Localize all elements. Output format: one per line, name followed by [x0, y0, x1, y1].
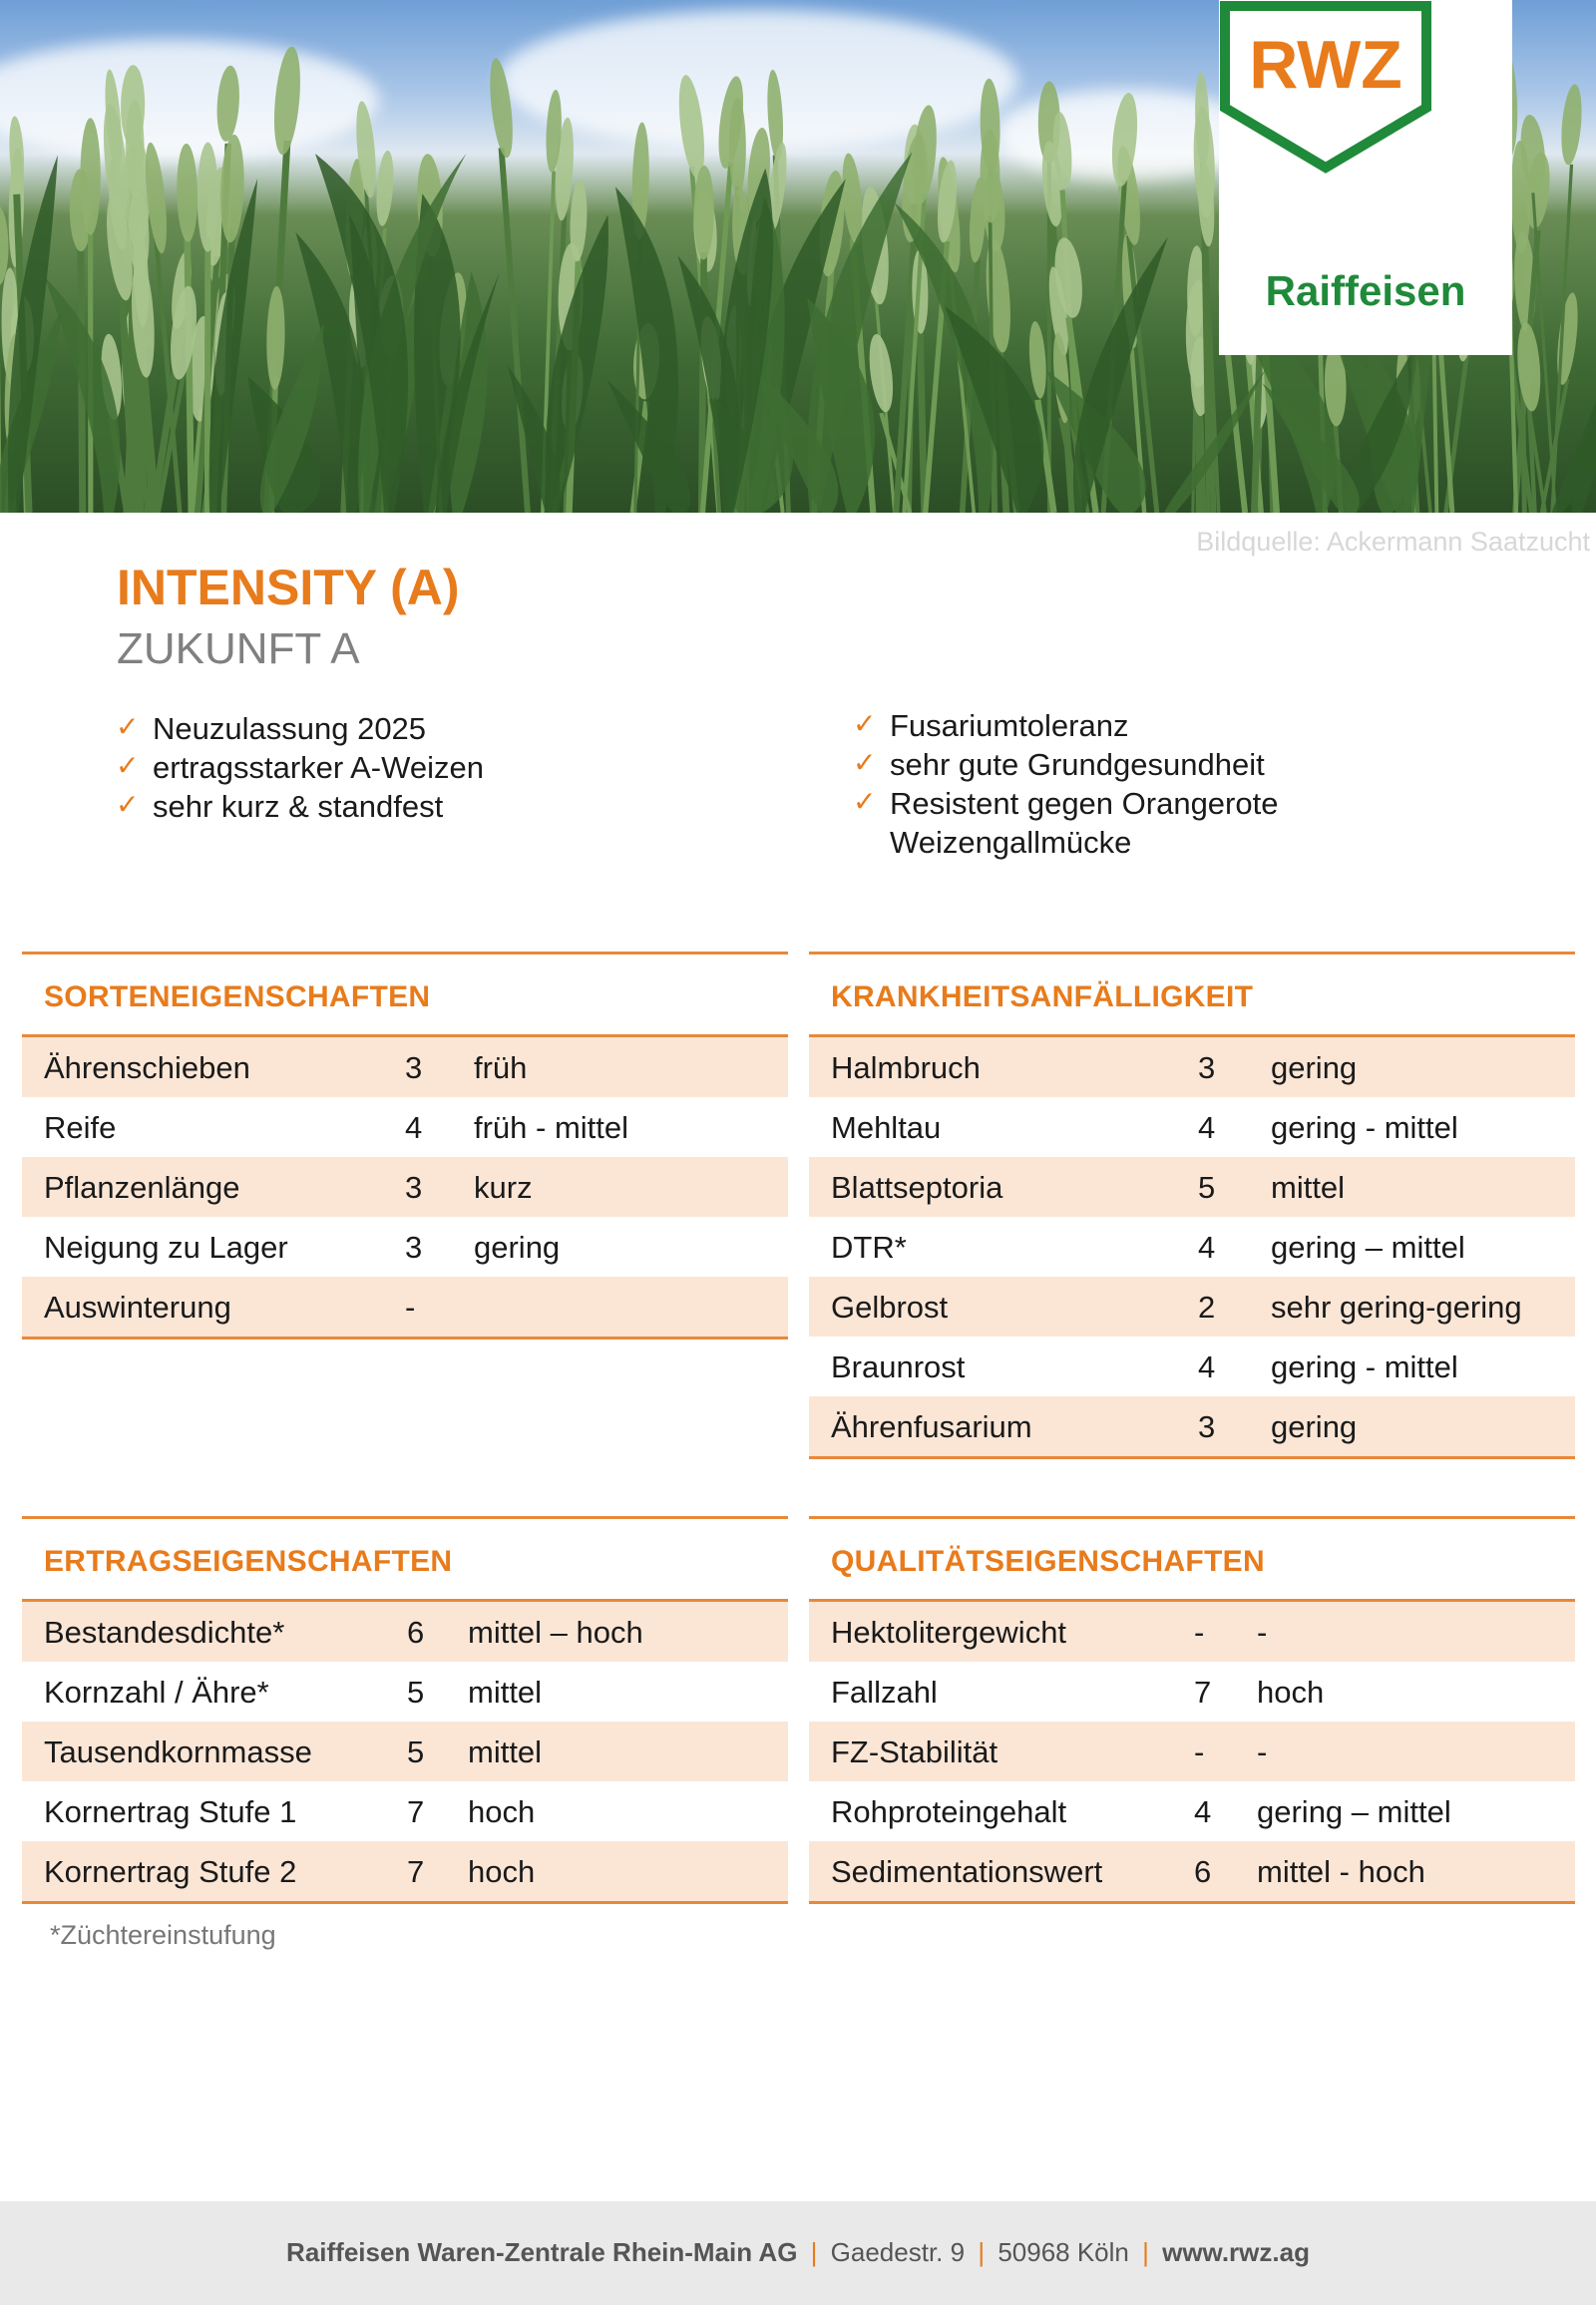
row-score: 4	[1198, 1349, 1216, 1384]
row-rating: mittel – hoch	[468, 1615, 643, 1650]
row-score: 3	[405, 1170, 423, 1205]
checkmark-icon: ✓	[853, 786, 877, 817]
panel-ertragseigenschaften	[22, 1516, 788, 1904]
rwz-shield-icon	[1219, 0, 1432, 174]
row-score: 3	[405, 1050, 423, 1085]
footer-separator: |	[1142, 2237, 1149, 2267]
table-body	[22, 1037, 788, 1340]
row-rating: sehr gering-gering	[1271, 1290, 1522, 1325]
row-rating: mittel	[1271, 1170, 1346, 1205]
row-rating: gering - mittel	[1271, 1349, 1458, 1384]
table-row	[22, 1037, 788, 1097]
hero-image	[0, 0, 1596, 513]
row-label: Blattseptoria	[831, 1170, 1003, 1205]
row-rating: gering - mittel	[1271, 1110, 1458, 1145]
row-score: 3	[405, 1230, 423, 1265]
table-body	[809, 1602, 1575, 1904]
checkmark-icon: ✓	[116, 711, 140, 742]
row-score: -	[405, 1290, 416, 1325]
table-row	[809, 1277, 1575, 1337]
logo-mark: RWZ	[1249, 27, 1402, 103]
footnote: *Züchtereinstufung	[50, 1920, 276, 1950]
table-body	[22, 1602, 788, 1904]
row-score: 3	[1198, 1409, 1216, 1444]
table-row	[809, 1097, 1575, 1157]
row-score: 6	[407, 1615, 425, 1650]
row-score: -	[1194, 1734, 1205, 1769]
row-label: Mehltau	[831, 1110, 942, 1145]
row-rating: gering	[1271, 1409, 1358, 1444]
row-score: 2	[1198, 1290, 1216, 1325]
row-rating: gering – mittel	[1271, 1230, 1465, 1265]
panel-sorteneigenschaften	[22, 952, 788, 1340]
row-label: Braunrost	[831, 1349, 966, 1384]
row-rating: hoch	[1257, 1675, 1325, 1710]
table-row	[22, 1841, 788, 1901]
table-row	[809, 1396, 1575, 1456]
row-rating: -	[1257, 1615, 1268, 1650]
row-rating: kurz	[474, 1170, 533, 1205]
footer-website: www.rwz.ag	[1162, 2237, 1310, 2267]
row-rating: mittel	[468, 1675, 543, 1710]
list-item: ✓ sehr kurz & standfest	[116, 787, 714, 826]
image-credit: Bildquelle: Ackermann Saatzucht	[1196, 527, 1590, 557]
panel-qualitaetseigenschaften	[809, 1516, 1575, 1904]
rwz-logo	[1219, 0, 1512, 355]
row-score: 7	[407, 1794, 425, 1829]
list-item: ✓ Resistent gegen Orangerote	[853, 784, 1411, 823]
row-score: 4	[405, 1110, 423, 1145]
page-footer	[0, 2201, 1596, 2305]
table-row	[809, 1217, 1575, 1277]
row-label: FZ-Stabilität	[831, 1734, 998, 1769]
footer-separator: |	[978, 2237, 986, 2267]
row-label: Ährenfusarium	[831, 1409, 1032, 1444]
row-label: Halmbruch	[831, 1050, 981, 1085]
table-row	[809, 1781, 1575, 1841]
row-rating: hoch	[468, 1794, 536, 1829]
checkmark-icon: ✓	[116, 789, 140, 820]
variety-title: INTENSITY (A)	[117, 560, 460, 615]
table-row	[809, 1037, 1575, 1097]
row-rating: mittel	[468, 1734, 543, 1769]
row-label: Hektolitergewicht	[831, 1615, 1067, 1650]
row-rating: früh	[474, 1050, 528, 1085]
row-label: Kornertrag Stufe 1	[44, 1794, 297, 1829]
table-row	[22, 1722, 788, 1781]
row-rating: gering – mittel	[1257, 1794, 1451, 1829]
table-row	[22, 1662, 788, 1722]
footer-company: Raiffeisen Waren-Zentrale Rhein-Main AG	[286, 2237, 798, 2267]
row-label: Tausendkornmasse	[44, 1734, 312, 1769]
footer-city: 50968 Köln	[998, 2237, 1129, 2267]
footer-separator: |	[810, 2237, 818, 2267]
footer-street: Gaedestr. 9	[830, 2237, 966, 2267]
row-rating: -	[1257, 1734, 1268, 1769]
list-item: Weizengallmücke	[890, 825, 1132, 860]
row-label: Fallzahl	[831, 1675, 938, 1710]
row-label: DTR*	[831, 1230, 907, 1265]
row-score: 5	[407, 1734, 425, 1769]
panel-heading: KRANKHEITSANFÄLLIGKEIT	[809, 952, 1575, 1037]
row-rating: gering	[1271, 1050, 1358, 1085]
table-row	[22, 1217, 788, 1277]
row-score: 4	[1194, 1794, 1212, 1829]
row-score: 3	[1198, 1050, 1216, 1085]
feature-list-left	[116, 709, 714, 826]
list-item: ✓ ertragsstarker A-Weizen	[116, 748, 714, 787]
row-rating: mittel - hoch	[1257, 1854, 1425, 1889]
row-label: Sedimentationswert	[831, 1854, 1103, 1889]
table-row	[22, 1277, 788, 1337]
row-score: 5	[407, 1675, 425, 1710]
row-label: Bestandesdichte*	[44, 1615, 285, 1650]
table-row	[22, 1602, 788, 1662]
list-item: ✓ sehr gute Grundgesundheit	[853, 745, 1411, 784]
table-row	[22, 1097, 788, 1157]
row-label: Gelbrost	[831, 1290, 949, 1325]
checkmark-icon: ✓	[116, 750, 140, 781]
checkmark-icon: ✓	[853, 708, 877, 739]
table-row	[22, 1781, 788, 1841]
row-score: 7	[407, 1854, 425, 1889]
row-score: 7	[1194, 1675, 1212, 1710]
table-row	[809, 1157, 1575, 1217]
row-rating: gering	[474, 1230, 561, 1265]
row-label: Kornertrag Stufe 2	[44, 1854, 297, 1889]
panel-heading: ERTRAGSEIGENSCHAFTEN	[22, 1516, 788, 1602]
row-label: Reife	[44, 1110, 117, 1145]
row-label: Pflanzenlänge	[44, 1170, 240, 1205]
table-body	[809, 1037, 1575, 1459]
checkmark-icon: ✓	[853, 747, 877, 778]
table-row	[809, 1722, 1575, 1781]
panel-heading: SORTENEIGENSCHAFTEN	[22, 952, 788, 1037]
row-score: 4	[1198, 1110, 1216, 1145]
row-label: Auswinterung	[44, 1290, 231, 1325]
panel-heading: QUALITÄTSEIGENSCHAFTEN	[809, 1516, 1575, 1602]
table-row	[809, 1662, 1575, 1722]
row-score: 6	[1194, 1854, 1212, 1889]
variety-subtitle: ZUKUNFT A	[117, 624, 360, 673]
row-label: Ährenschieben	[44, 1050, 250, 1085]
row-rating: hoch	[468, 1854, 536, 1889]
panel-krankheitsanfaelligkeit	[809, 952, 1575, 1459]
row-score: 4	[1198, 1230, 1216, 1265]
row-label: Kornzahl / Ähre*	[44, 1675, 269, 1710]
table-row	[809, 1602, 1575, 1662]
row-score: 5	[1198, 1170, 1216, 1205]
feature-list-right	[853, 706, 1411, 862]
list-item: ✓ Neuzulassung 2025	[116, 709, 714, 748]
list-item: ✓ Fusariumtoleranz	[853, 706, 1411, 745]
table-row	[809, 1337, 1575, 1396]
row-label: Neigung zu Lager	[44, 1230, 288, 1265]
row-rating: früh - mittel	[474, 1110, 629, 1145]
table-row	[22, 1157, 788, 1217]
row-label: Rohproteingehalt	[831, 1794, 1067, 1829]
table-row	[809, 1841, 1575, 1901]
row-score: -	[1194, 1615, 1205, 1650]
logo-name: Raiffeisen	[1265, 267, 1466, 314]
